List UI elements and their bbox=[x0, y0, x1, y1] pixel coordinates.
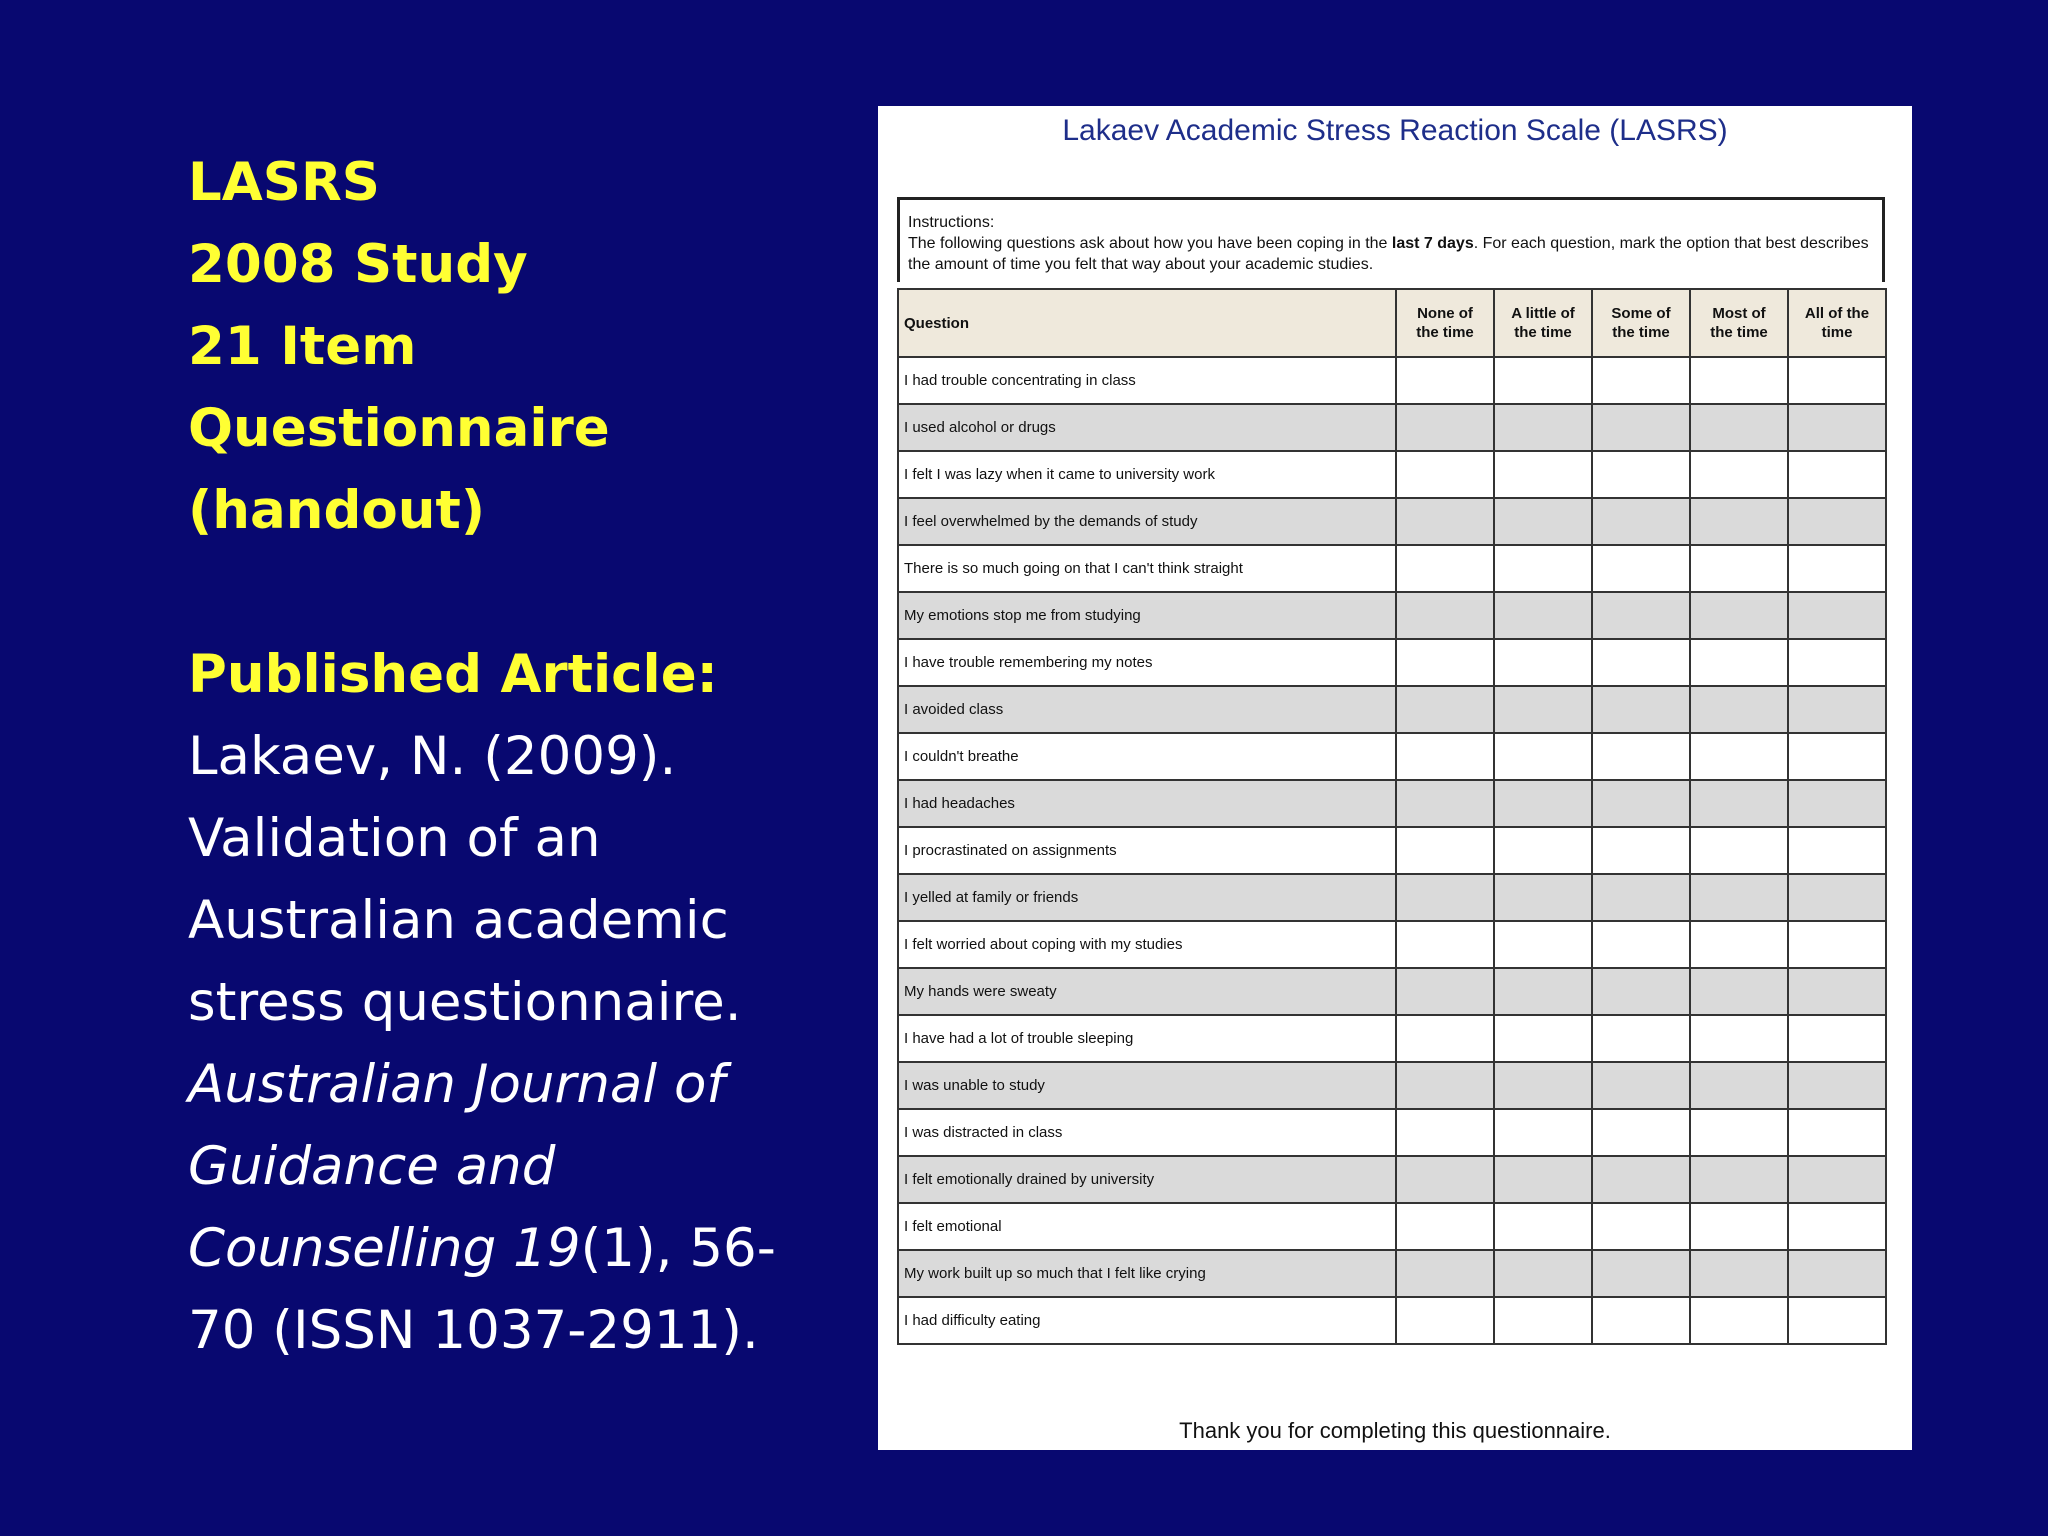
answer-cell bbox=[1788, 827, 1886, 874]
question-text: My hands were sweaty bbox=[898, 968, 1396, 1015]
answer-cell bbox=[1690, 780, 1788, 827]
answer-cell bbox=[1494, 1203, 1592, 1250]
journal-name-1: Australian Journal of bbox=[188, 1054, 726, 1115]
option-header-line2: the time bbox=[1514, 324, 1572, 341]
question-text: I feel overwhelmed by the demands of study bbox=[898, 498, 1396, 545]
instructions-label: Instructions: bbox=[908, 214, 995, 231]
answer-cell bbox=[1788, 1062, 1886, 1109]
table-row bbox=[898, 874, 1886, 921]
answer-cell bbox=[1788, 498, 1886, 545]
option-header bbox=[1396, 289, 1494, 357]
answer-cell bbox=[1396, 1109, 1494, 1156]
answer-cell bbox=[1592, 592, 1690, 639]
citation-line-last: 70 (ISSN 1037-2911). bbox=[188, 1300, 759, 1361]
table-row bbox=[898, 545, 1886, 592]
answer-cell bbox=[1788, 921, 1886, 968]
answer-cell bbox=[1494, 733, 1592, 780]
answer-cell bbox=[1494, 451, 1592, 498]
answer-cell bbox=[1396, 498, 1494, 545]
option-header-line2: time bbox=[1821, 324, 1853, 341]
question-text: My work built up so much that I felt like crying bbox=[898, 1250, 1396, 1297]
answer-cell bbox=[1690, 545, 1788, 592]
option-header-line1: All of the bbox=[1804, 305, 1870, 322]
answer-cell bbox=[1690, 686, 1788, 733]
table-row bbox=[898, 968, 1886, 1015]
answer-cell bbox=[1788, 968, 1886, 1015]
answer-cell bbox=[1690, 874, 1788, 921]
answer-cell bbox=[1396, 404, 1494, 451]
answer-cell bbox=[1592, 1156, 1690, 1203]
table-row bbox=[898, 1062, 1886, 1109]
answer-cell bbox=[1788, 686, 1886, 733]
answer-cell bbox=[1494, 1015, 1592, 1062]
question-text: I have trouble remembering my notes bbox=[898, 639, 1396, 686]
answer-cell bbox=[1396, 639, 1494, 686]
answer-cell bbox=[1494, 1109, 1592, 1156]
table-row bbox=[898, 404, 1886, 451]
table-header-row bbox=[898, 289, 1886, 357]
question-text: I felt emotionally drained by university bbox=[898, 1156, 1396, 1203]
option-header-line1: None of bbox=[1417, 305, 1473, 322]
answer-cell bbox=[1690, 1062, 1788, 1109]
answer-cell bbox=[1592, 827, 1690, 874]
answer-cell bbox=[1396, 451, 1494, 498]
answer-cell bbox=[1690, 1250, 1788, 1297]
table-row bbox=[898, 1015, 1886, 1062]
table-row bbox=[898, 639, 1886, 686]
answer-cell bbox=[1494, 639, 1592, 686]
question-text: I couldn't breathe bbox=[898, 733, 1396, 780]
slide-text bbox=[188, 142, 828, 1372]
answer-cell bbox=[1788, 1297, 1886, 1344]
answer-cell bbox=[1592, 1297, 1690, 1344]
title-line-4: Questionnaire bbox=[188, 398, 610, 459]
questionnaire-table bbox=[897, 288, 1887, 1345]
option-header-line1: Some of bbox=[1611, 305, 1671, 322]
table-row bbox=[898, 1156, 1886, 1203]
answer-cell bbox=[1396, 592, 1494, 639]
table-row bbox=[898, 1203, 1886, 1250]
citation-line-3: Australian academic bbox=[188, 890, 729, 951]
journal-name-3: Counselling bbox=[188, 1218, 497, 1279]
table-row bbox=[898, 1109, 1886, 1156]
answer-cell bbox=[1396, 733, 1494, 780]
answer-cell bbox=[1396, 874, 1494, 921]
question-text: I avoided class bbox=[898, 686, 1396, 733]
option-header-line2: the time bbox=[1416, 324, 1474, 341]
answer-cell bbox=[1690, 827, 1788, 874]
answer-cell bbox=[1690, 1109, 1788, 1156]
question-text: I felt worried about coping with my studies bbox=[898, 921, 1396, 968]
question-text: I had difficulty eating bbox=[898, 1297, 1396, 1344]
answer-cell bbox=[1788, 1109, 1886, 1156]
question-text: I had headaches bbox=[898, 780, 1396, 827]
journal-line-1 bbox=[188, 1044, 828, 1126]
answer-cell bbox=[1690, 1015, 1788, 1062]
answer-cell bbox=[1396, 686, 1494, 733]
answer-cell bbox=[1396, 827, 1494, 874]
journal-name-2: Guidance and bbox=[188, 1136, 556, 1197]
answer-cell bbox=[1494, 780, 1592, 827]
question-text: I felt I was lazy when it came to university work bbox=[898, 451, 1396, 498]
answer-cell bbox=[1788, 1203, 1886, 1250]
answer-cell bbox=[1690, 968, 1788, 1015]
journal-volume: 19 bbox=[513, 1218, 581, 1279]
table-row bbox=[898, 357, 1886, 404]
option-header bbox=[1788, 289, 1886, 357]
journal-issue-pages: (1), 56- bbox=[580, 1218, 776, 1279]
answer-cell bbox=[1494, 686, 1592, 733]
answer-cell bbox=[1690, 733, 1788, 780]
journal-line-3 bbox=[188, 1208, 828, 1290]
answer-cell bbox=[1592, 1250, 1690, 1297]
table-row bbox=[898, 921, 1886, 968]
answer-cell bbox=[1592, 451, 1690, 498]
answer-cell bbox=[1788, 1015, 1886, 1062]
answer-cell bbox=[1592, 921, 1690, 968]
question-text: I had trouble concentrating in class bbox=[898, 357, 1396, 404]
answer-cell bbox=[1592, 733, 1690, 780]
answer-cell bbox=[1592, 1062, 1690, 1109]
answer-cell bbox=[1494, 921, 1592, 968]
answer-cell bbox=[1494, 404, 1592, 451]
answer-cell bbox=[1592, 968, 1690, 1015]
question-text: My emotions stop me from studying bbox=[898, 592, 1396, 639]
table-row bbox=[898, 686, 1886, 733]
title-line-1: LASRS bbox=[188, 152, 380, 213]
table-row bbox=[898, 780, 1886, 827]
table-row bbox=[898, 733, 1886, 780]
answer-cell bbox=[1690, 639, 1788, 686]
answer-cell bbox=[1494, 1297, 1592, 1344]
answer-cell bbox=[1494, 1062, 1592, 1109]
option-header-line1: Most of bbox=[1712, 305, 1766, 322]
answer-cell bbox=[1788, 780, 1886, 827]
question-text: I procrastinated on assignments bbox=[898, 827, 1396, 874]
answer-cell bbox=[1592, 639, 1690, 686]
answer-cell bbox=[1396, 357, 1494, 404]
answer-cell bbox=[1396, 780, 1494, 827]
answer-cell bbox=[1690, 1203, 1788, 1250]
answer-cell bbox=[1690, 498, 1788, 545]
table-row bbox=[898, 1250, 1886, 1297]
answer-cell bbox=[1788, 874, 1886, 921]
answer-cell bbox=[1788, 592, 1886, 639]
citation-line-1: Lakaev, N. (2009). bbox=[188, 726, 677, 787]
answer-cell bbox=[1396, 921, 1494, 968]
title-line-5: (handout) bbox=[188, 480, 486, 541]
answer-cell bbox=[1592, 686, 1690, 733]
answer-cell bbox=[1592, 780, 1690, 827]
spacer bbox=[188, 552, 828, 634]
question-text: I was unable to study bbox=[898, 1062, 1396, 1109]
journal-line-2 bbox=[188, 1126, 828, 1208]
answer-cell bbox=[1494, 1156, 1592, 1203]
option-header-line1: A little of bbox=[1511, 305, 1575, 322]
answer-cell bbox=[1396, 1015, 1494, 1062]
answer-cell bbox=[1396, 1156, 1494, 1203]
answer-cell bbox=[1396, 1250, 1494, 1297]
table-row bbox=[898, 592, 1886, 639]
answer-cell bbox=[1788, 545, 1886, 592]
answer-cell bbox=[1690, 592, 1788, 639]
answer-cell bbox=[1592, 1203, 1690, 1250]
question-text: I yelled at family or friends bbox=[898, 874, 1396, 921]
answer-cell bbox=[1788, 451, 1886, 498]
instructions-box bbox=[897, 197, 1885, 282]
article-heading: Published Article: bbox=[188, 644, 718, 705]
citation-line-4: stress questionnaire. bbox=[188, 972, 742, 1033]
option-header bbox=[1592, 289, 1690, 357]
option-header bbox=[1690, 289, 1788, 357]
title-line-3: 21 Item bbox=[188, 316, 417, 377]
answer-cell bbox=[1396, 1203, 1494, 1250]
answer-cell bbox=[1592, 874, 1690, 921]
answer-cell bbox=[1396, 1297, 1494, 1344]
answer-cell bbox=[1396, 1062, 1494, 1109]
answer-cell bbox=[1494, 545, 1592, 592]
option-header-line2: the time bbox=[1710, 324, 1768, 341]
answer-cell bbox=[1592, 1015, 1690, 1062]
answer-cell bbox=[1592, 404, 1690, 451]
answer-cell bbox=[1690, 357, 1788, 404]
answer-cell bbox=[1788, 639, 1886, 686]
answer-cell bbox=[1690, 921, 1788, 968]
question-header: Question bbox=[898, 289, 1396, 357]
answer-cell bbox=[1494, 498, 1592, 545]
answer-cell bbox=[1396, 968, 1494, 1015]
answer-cell bbox=[1788, 357, 1886, 404]
answer-cell bbox=[1592, 357, 1690, 404]
answer-cell bbox=[1788, 1156, 1886, 1203]
option-header-line2: the time bbox=[1612, 324, 1670, 341]
question-text: There is so much going on that I can't think straight bbox=[898, 545, 1396, 592]
question-text: I used alcohol or drugs bbox=[898, 404, 1396, 451]
answer-cell bbox=[1494, 1250, 1592, 1297]
instructions-text-1: The following questions ask about how you have been coping in the bbox=[908, 235, 1392, 252]
answer-cell bbox=[1788, 1250, 1886, 1297]
instructions-bold: last 7 days bbox=[1391, 235, 1474, 252]
table-row bbox=[898, 1297, 1886, 1344]
thank-you-note: Thank you for completing this questionnaire. bbox=[1179, 1418, 1611, 1443]
title-line-2: 2008 Study bbox=[188, 234, 528, 295]
answer-cell bbox=[1788, 404, 1886, 451]
citation-line-2: Validation of an bbox=[188, 808, 601, 869]
table-row bbox=[898, 827, 1886, 874]
answer-cell bbox=[1690, 1297, 1788, 1344]
option-header bbox=[1494, 289, 1592, 357]
question-text: I have had a lot of trouble sleeping bbox=[898, 1015, 1396, 1062]
table-row bbox=[898, 498, 1886, 545]
answer-cell bbox=[1494, 968, 1592, 1015]
handout-title: Lakaev Academic Stress Reaction Scale (LASRS) bbox=[1062, 114, 1728, 147]
answer-cell bbox=[1494, 827, 1592, 874]
table-row bbox=[898, 451, 1886, 498]
instructions-text-2: . For each question, mark the option that best describes the amount of time you felt that way about your academic studies. bbox=[908, 235, 1869, 273]
answer-cell bbox=[1592, 545, 1690, 592]
answer-cell bbox=[1494, 357, 1592, 404]
answer-cell bbox=[1690, 404, 1788, 451]
answer-cell bbox=[1690, 451, 1788, 498]
answer-cell bbox=[1592, 1109, 1690, 1156]
table-body bbox=[898, 357, 1886, 1344]
question-text: I felt emotional bbox=[898, 1203, 1396, 1250]
questionnaire-handout bbox=[878, 106, 1912, 1450]
answer-cell bbox=[1690, 1156, 1788, 1203]
answer-cell bbox=[1592, 498, 1690, 545]
answer-cell bbox=[1396, 545, 1494, 592]
answer-cell bbox=[1494, 592, 1592, 639]
answer-cell bbox=[1494, 874, 1592, 921]
answer-cell bbox=[1788, 733, 1886, 780]
question-text: I was distracted in class bbox=[898, 1109, 1396, 1156]
